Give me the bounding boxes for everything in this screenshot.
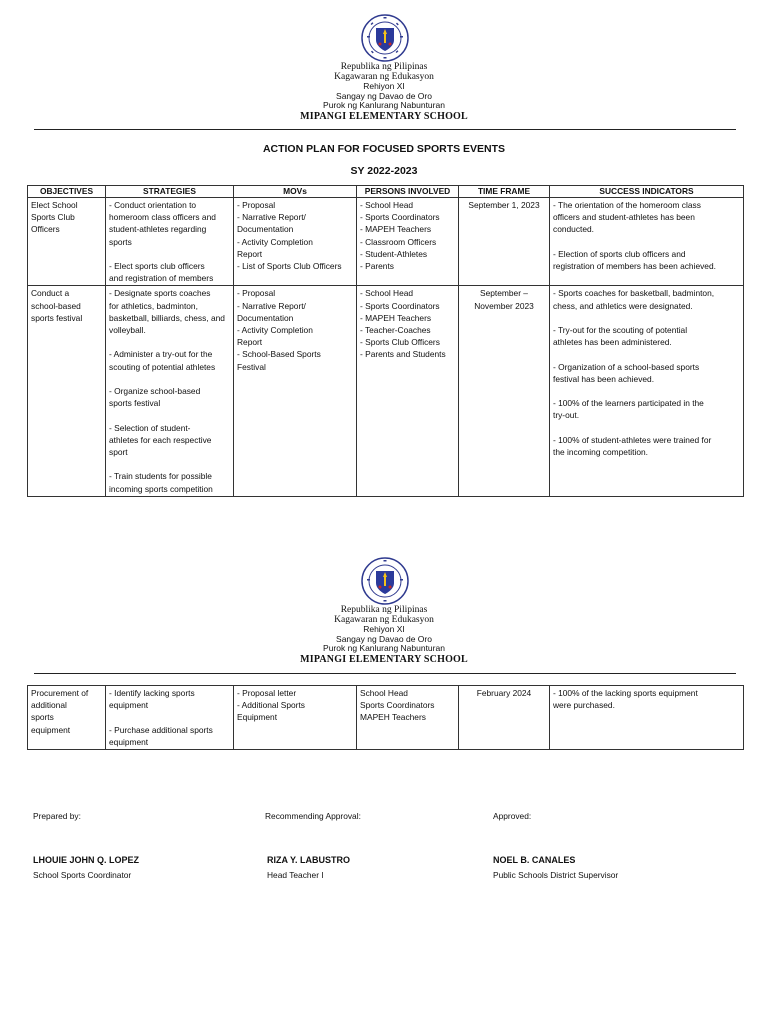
recommender-name: RIZA Y. LABUSTRO (267, 855, 351, 865)
cell-text: sports festival (109, 398, 161, 409)
persons-cell (357, 286, 459, 496)
district-line: Purok ng Kanlurang Nabunturan (323, 643, 445, 653)
prepared-by-label: Prepared by: (33, 811, 81, 821)
cell-text: MAPEH Teachers (360, 712, 426, 723)
department-line: Kagawaran ng Edukasyon (334, 72, 434, 82)
col-strategies: STRATEGIES (106, 186, 234, 198)
deped-seal-icon (361, 14, 409, 62)
cell-text: September 1, 2023 (468, 200, 540, 210)
time-frame-cell (459, 198, 550, 286)
cell-text: volleyball. (109, 325, 146, 336)
document-title: ACTION PLAN FOR FOCUSED SPORTS EVENTS (262, 143, 506, 155)
republic-line: Republika ng Pilipinas (340, 605, 428, 615)
cell-text: - Parents (360, 261, 394, 272)
cell-text: - Proposal (237, 200, 276, 210)
cell-text: - School-Based Sports (237, 349, 321, 360)
cell-text: sports (109, 236, 132, 247)
indicators-cell (550, 686, 744, 750)
col-time-frame: TIME FRAME (459, 186, 550, 198)
region-line: Rehiyon XI (363, 624, 405, 634)
cell-text: registration of members has been achieved. (553, 261, 716, 271)
cell-text: Documentation (237, 312, 294, 323)
strategies-cell (106, 198, 234, 286)
preparer-position: School Sports Coordinator (33, 870, 132, 880)
cell-text: - Sports Club Officers (360, 337, 440, 348)
recommending-approval-label: Recommending Approval: (265, 811, 361, 821)
movs-cell (234, 286, 357, 496)
col-objectives: OBJECTIVES (28, 186, 106, 198)
cell-text: Elect School (31, 200, 78, 210)
cell-text: September – (480, 288, 528, 299)
cell-text: athletes for each respective (109, 434, 212, 445)
cell-text: equipment (31, 724, 71, 735)
cell-text: Sports Club (31, 212, 75, 223)
cell-text: - Election of sports club officers and (553, 248, 686, 259)
cell-text: Officers (31, 224, 60, 235)
cell-text: - 100% of the learners participated in the (553, 398, 704, 409)
cell-text: officers and student-athletes has been (553, 212, 695, 223)
region-line: Rehiyon XI (363, 81, 405, 91)
cell-text: - 100% of the lacking sports equipment (553, 688, 698, 698)
cell-text: - List of Sports Club Officers (237, 261, 342, 272)
approver-name: NOEL B. CANALES (493, 855, 576, 865)
cell-text: Festival (237, 361, 266, 372)
cell-text: - Designate sports coaches (109, 288, 211, 299)
cell-text: homeroom class officers and (109, 212, 216, 223)
cell-text: - Identify lacking sports (109, 688, 195, 698)
department-line: Kagawaran ng Edukasyon (334, 615, 434, 625)
persons-cell (357, 198, 459, 286)
movs-cell (234, 198, 357, 286)
cell-text: - Conduct orientation to (109, 200, 197, 210)
preparer-name: LHOUIE JOHN Q. LOPEZ (33, 855, 140, 865)
cell-text: student-athletes regarding (109, 224, 207, 235)
cell-text: - Organize school-based (109, 386, 201, 396)
cell-text: sport (109, 447, 128, 457)
approver-position: Public Schools District Supervisor (493, 870, 619, 880)
cell-text: - Sports Coordinators (360, 212, 440, 223)
cell-text: athletes has been administered. (553, 337, 672, 348)
cell-text: - Try-out for the scouting of potential (553, 325, 688, 335)
cell-text: - Activity Completion (237, 325, 313, 336)
deped-seal-icon (361, 557, 409, 605)
time-frame-cell (459, 686, 550, 750)
letterhead (0, 62, 768, 123)
action-plan-table (27, 185, 744, 497)
cell-text: - 100% of student-athletes were trained for (553, 434, 712, 445)
division-line: Sangay ng Davao de Oro (336, 90, 432, 101)
cell-text: for athletics, badminton, (109, 300, 198, 311)
cell-text: - Classroom Officers (360, 236, 437, 247)
col-success-indicators: SUCCESS INDICATORS (550, 186, 744, 198)
cell-text: equipment (109, 700, 149, 711)
cell-text: - Proposal letter (237, 688, 297, 698)
letterhead (0, 605, 768, 666)
republic-line: Republika ng Pilipinas (340, 62, 428, 72)
indicators-cell (550, 286, 744, 496)
cell-text: - Sports coaches for basketball, badminton, (553, 288, 715, 299)
cell-text: school-based (31, 300, 81, 311)
cell-text: - Train students for possible (109, 471, 212, 482)
cell-text: - Selection of student- (109, 422, 191, 433)
cell-text: and registration of members (109, 273, 214, 284)
cell-text: - Elect sports club officers (109, 261, 205, 271)
cell-text: - Proposal (237, 288, 276, 299)
cell-text: sports festival (31, 312, 83, 323)
action-plan-table-continued (27, 685, 744, 750)
cell-text: - Additional Sports (237, 700, 305, 711)
cell-text: - MAPEH Teachers (360, 224, 432, 235)
cell-text: were purchased. (553, 700, 615, 711)
cell-text: - Purchase additional sports (109, 724, 213, 735)
header-divider (34, 129, 736, 130)
cell-text: School Head (360, 688, 408, 698)
cell-text: the incoming competition. (553, 446, 648, 457)
cell-text: Report (237, 337, 263, 348)
cell-text: - Narrative Report/ (237, 300, 306, 311)
cell-text: Conduct a (31, 288, 70, 299)
cell-text: conducted. (553, 224, 594, 235)
district-line: Purok ng Kanlurang Nabunturan (323, 100, 445, 110)
cell-text: February 2024 (476, 688, 532, 698)
objective-cell (28, 198, 106, 286)
header-divider (34, 673, 736, 674)
objective-cell (28, 286, 106, 496)
school-year: SY 2022-2023 (350, 165, 418, 177)
cell-text: - Narrative Report/ (237, 212, 306, 223)
school-name: MIPANGI ELEMENTARY SCHOOL (300, 110, 468, 122)
cell-text: additional (31, 700, 67, 711)
cell-text: scouting of potential athletes (109, 361, 216, 372)
approved-label: Approved: (493, 811, 532, 821)
table-header-row (28, 186, 744, 198)
time-frame-cell (459, 286, 550, 496)
cell-text: - Teacher-Coaches (360, 325, 431, 336)
cell-text: - Parents and Students (360, 349, 446, 360)
division-line: Sangay ng Davao de Oro (336, 633, 432, 644)
cell-text: Documentation (237, 224, 294, 235)
cell-text: Procurement of (31, 688, 89, 698)
cell-text: sports (31, 712, 54, 723)
persons-cell (357, 686, 459, 750)
strategies-cell (106, 286, 234, 496)
table-row (28, 686, 744, 750)
cell-text: - School Head (360, 288, 414, 299)
col-movs: MOVs (234, 186, 357, 198)
cell-text: festival has been achieved. (553, 373, 655, 384)
cell-text: - Activity Completion (237, 236, 313, 247)
school-name: MIPANGI ELEMENTARY SCHOOL (300, 653, 468, 665)
cell-text: - Administer a try-out for the (109, 349, 213, 360)
cell-text: - MAPEH Teachers (360, 312, 432, 323)
recommender-position: Head Teacher I (267, 870, 324, 880)
cell-text: - School Head (360, 200, 414, 210)
cell-text: - Student-Athletes (360, 248, 428, 259)
cell-text: Sports Coordinators (360, 700, 435, 711)
cell-text: - Organization of a school-based sports (553, 361, 700, 372)
cell-text: - Sports Coordinators (360, 300, 440, 311)
table-row (28, 198, 744, 286)
cell-text: chess, and athletics were designated. (553, 300, 693, 311)
cell-text: equipment (109, 736, 149, 747)
cell-text: Report (237, 248, 263, 259)
cell-text: Equipment (237, 712, 278, 723)
cell-text: try-out. (553, 410, 580, 421)
movs-cell (234, 686, 357, 750)
cell-text: basketball, billiards, chess, and (109, 312, 225, 323)
cell-text: - The orientation of the homeroom class (553, 200, 701, 210)
col-persons-involved: PERSONS INVOLVED (357, 186, 459, 198)
objective-cell (28, 686, 106, 750)
table-row (28, 286, 744, 496)
strategies-cell (106, 686, 234, 750)
cell-text: November 2023 (474, 300, 534, 311)
cell-text: incoming sports competition (109, 483, 213, 494)
indicators-cell (550, 198, 744, 286)
